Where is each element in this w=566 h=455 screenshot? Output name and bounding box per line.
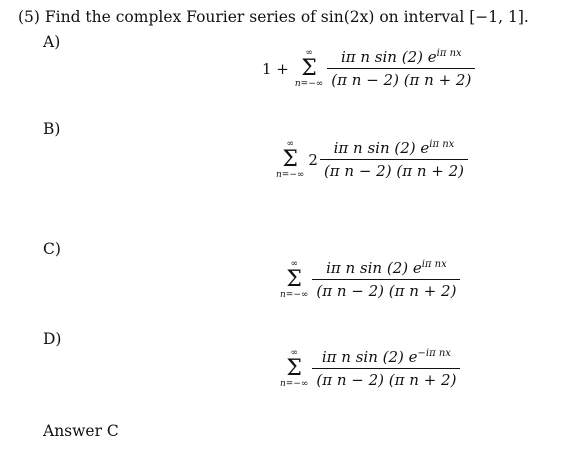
option-b-sum <box>276 140 304 180</box>
sum-upper-limit: ∞ <box>290 347 298 358</box>
sigma-symbol: Σ <box>301 55 317 81</box>
answer-text: Answer C <box>43 422 119 440</box>
sum-upper-limit: ∞ <box>305 47 313 58</box>
sigma-symbol: Σ <box>286 266 302 292</box>
option-a-formula <box>262 48 475 89</box>
option-c-label: C) <box>43 240 61 258</box>
fraction-denominator: (π n − 2) (π n + 2) <box>320 159 468 180</box>
option-d-formula <box>280 348 460 389</box>
fraction-numerator: iπ n sin (2) $e^{i\pi nx}$ <box>340 48 462 66</box>
question-text: (5) Find the complex Fourier series of sin(2x) on interval [−1, 1]. <box>18 8 529 26</box>
option-b-label: B) <box>43 120 61 138</box>
sum-lower-limit: n=−∞ <box>294 78 324 89</box>
option-a-sum <box>295 49 323 89</box>
option-b-formula <box>276 139 468 180</box>
exponent: iπ nx <box>436 48 462 59</box>
fraction-denominator: (π n − 2) (π n + 2) <box>327 68 475 89</box>
option-c-fraction <box>312 259 460 300</box>
fraction-numerator: iπ n sin (2) $e^{i\pi nx}$ <box>333 139 455 157</box>
option-d-sum <box>280 349 308 389</box>
option-d-label: D) <box>43 330 62 348</box>
exponent: iπ nx <box>429 139 455 150</box>
option-a-label: A) <box>43 33 61 51</box>
sigma-symbol: Σ <box>286 355 302 381</box>
exponent: −iπ nx <box>417 348 451 359</box>
exponent: iπ nx <box>421 259 447 270</box>
sum-lower-limit: n=−∞ <box>276 169 305 180</box>
option-b-coefficient: 2 <box>308 150 318 169</box>
sum-upper-limit: ∞ <box>290 258 298 269</box>
sum-lower-limit: n=−∞ <box>280 289 309 300</box>
sum-upper-limit: ∞ <box>286 138 294 149</box>
option-c-sum <box>280 260 308 300</box>
fraction-numerator: iπ n sin (2) $e^{-i\pi nx}$ <box>321 348 451 366</box>
sum-lower-limit: n=−∞ <box>280 378 309 389</box>
option-d-fraction <box>312 348 460 389</box>
option-a-prefix: 1 + <box>262 59 289 78</box>
option-b-fraction <box>320 139 468 180</box>
fraction-denominator: (π n − 2) (π n + 2) <box>312 279 460 300</box>
option-a-fraction <box>327 48 475 89</box>
option-c-formula <box>280 259 460 300</box>
fraction-denominator: (π n − 2) (π n + 2) <box>312 368 460 389</box>
fraction-numerator: iπ n sin (2) $e^{i\pi nx}$ <box>326 259 447 277</box>
sigma-symbol: Σ <box>282 146 298 172</box>
